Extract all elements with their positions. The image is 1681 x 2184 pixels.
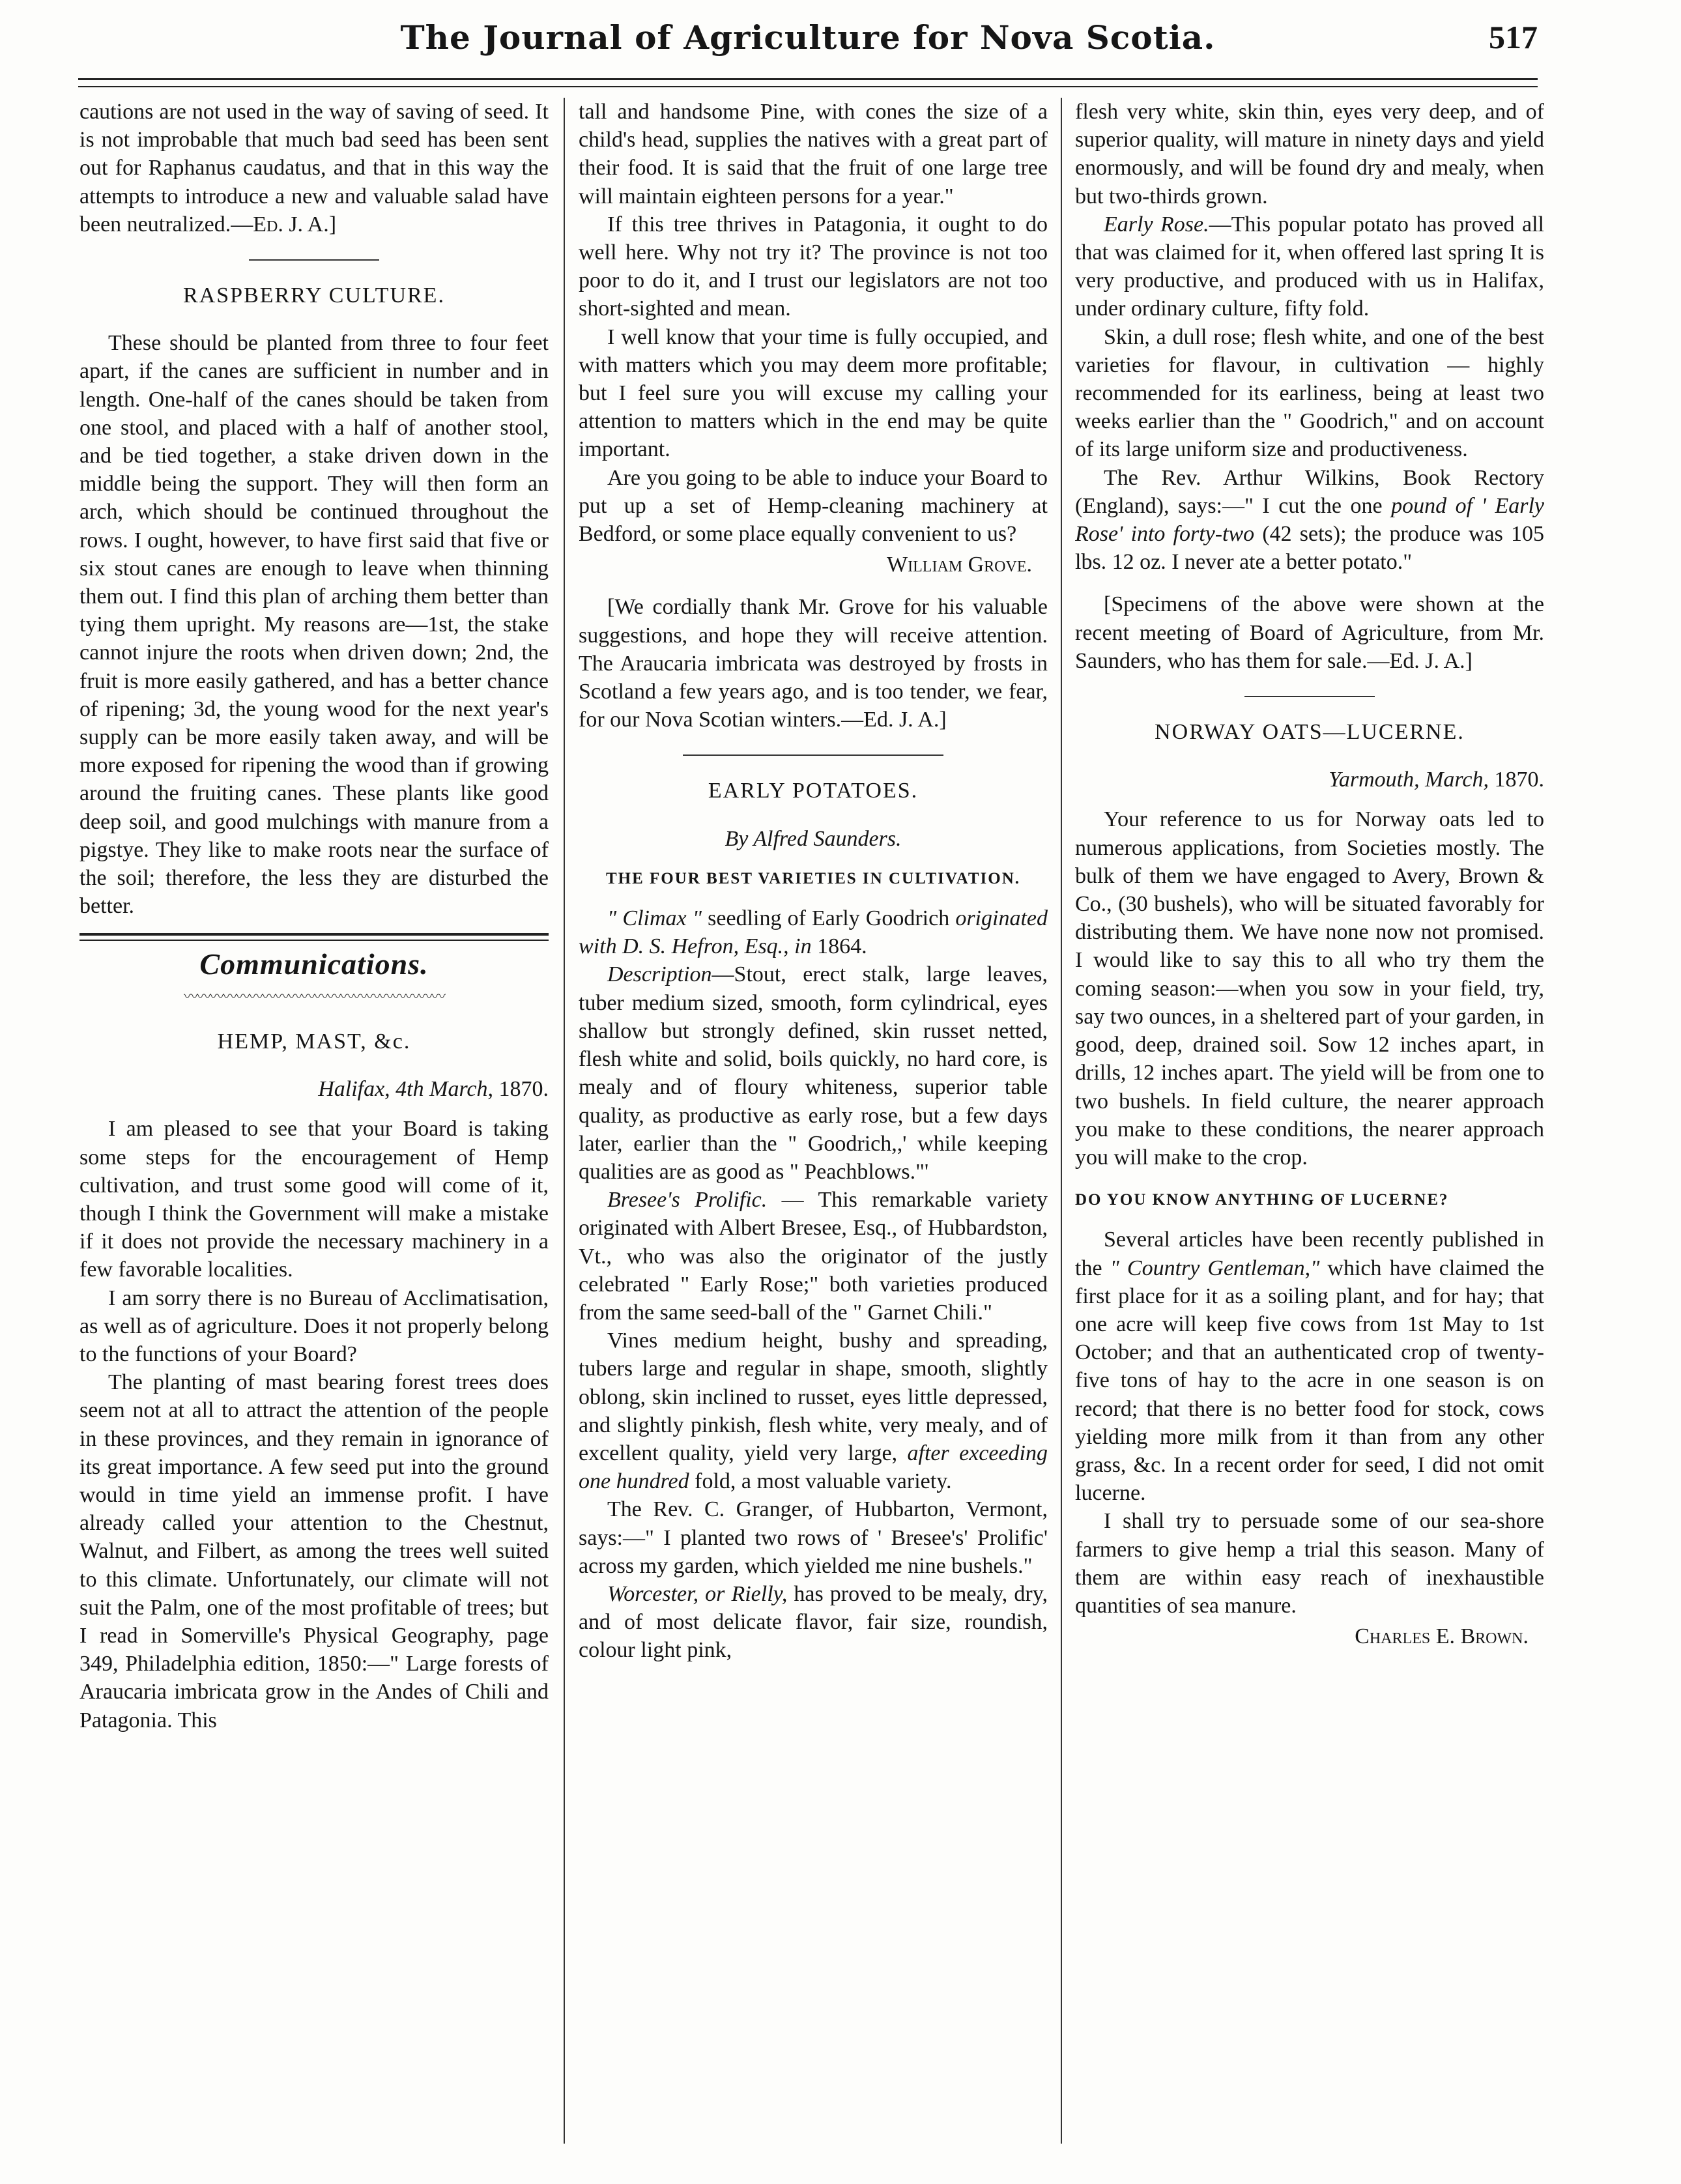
separator-rule — [249, 259, 379, 261]
page-number: 517 — [1489, 19, 1538, 55]
dateline-place: Halifax, 4th March, — [318, 1077, 493, 1102]
paragraph: Your reference to us for Norway oats led to numerous applications, from Societies mostly. The bulk of them we have engaged to Avery, Brown & Co., (30 bushels), who will be situated favorably for distributing them. We have none now not promised. I would like to say this to all who try them the coming season:—when you sow in your field, try, say two ounces, in a sheltered part of your garden, in good, deep, drained soil. Sow 12 inches apart, in drills, 12 inches apart. The yield will be from one to two bushels. In field culture, the nearer approach you make to these conditions, the nearer approach you will make to the crop. — [1075, 807, 1544, 1170]
section-rule — [79, 933, 549, 936]
paragraph: I shall try to persuade some of our sea-shore farmers to give hemp a trial this season. Many of them are within easy reach of inexhaustible quantities of sea manure. — [1075, 1509, 1544, 1618]
section-title: Communications. — [199, 947, 429, 981]
paragraph-text: cautions are not used in the way of saving of seed. It is not improbable that much bad seed has been sent out for Raphanus caudatus, and that in this way the attempts to introduce a new and valuable salad have been neutralized. — [79, 100, 549, 237]
article-heading: HEMP, MAST, &c. — [217, 1029, 411, 1054]
variety-name: Worcester, or Rielly, — [607, 1581, 788, 1606]
paragraph-text: has proved to be mealy, dry, and of most delicate flavor, fair size, roundish, colour light pink, — [579, 1581, 1048, 1663]
paragraph-text: Several articles have been recently published in the — [1075, 1228, 1544, 1280]
paragraph-text: (42 sets); the produce was 105 lbs. 12 oz. I never ate a better potato." — [1075, 522, 1544, 575]
page-header — [78, 13, 1538, 91]
paragraph — [1075, 464, 1544, 577]
column-2 — [579, 98, 1048, 2144]
paragraph — [579, 1580, 1048, 1665]
variety-name: " Climax " — [607, 906, 702, 931]
author-signature: Charles E. Brown. — [1355, 1624, 1529, 1649]
paragraph-text: The Rev. Arthur Wilkins, Book Rectory (England), says:—" I cut the one — [1075, 465, 1544, 518]
paragraph: flesh very white, skin thin, eyes very deep, and of superior quality, will mature in ninety days and yield enormously, and will be found dry and mealy, when but two-thirds grown. — [1075, 100, 1544, 208]
subheading: THE FOUR BEST VARIETIES IN CULTIVATION. — [605, 869, 1021, 887]
separator-rule — [1244, 696, 1375, 697]
column-divider — [1061, 98, 1062, 2144]
byline: By Alfred Saunders. — [725, 826, 902, 851]
paragraph: I am pleased to see that your Board is taking some steps for the encouragement of Hemp cultivation, and trust some good will come of it, though I think the Government will make a mistake if it does not provide the necessary machinery in a few favorable localities. — [79, 1117, 549, 1282]
paragraph: I well know that your time is fully occupied, and with matters which you may deem more profitable; but I feel sure you will excuse my calling your attention to matters which in the end may be quite important. — [579, 324, 1048, 462]
paragraph-italic: originated with D. S. Hefron, Esq., in — [579, 906, 1048, 959]
paragraph-text: —Stout, erect stalk, large leaves, tuber medium sized, smooth, form cylindrical, eyes shallow but strongly defined, skin russet netted, flesh white and solid, boils quickly, no hard core, is mealy and of floury whiteness, superior table quality, as productive as early rose, but a few days later, earlier than the " Goodrich,,' while keeping qualities are as good as " Peachblows."' — [579, 962, 1048, 1184]
section-rule-thin — [79, 940, 549, 941]
author-signature: William Grove. — [887, 553, 1032, 577]
paragraph: Are you going to be able to induce your Board to put up a set of Hemp-cleaning machinery at Bedford, or some place equally convenient to us? — [579, 465, 1048, 547]
editor-note: [Specimens of the above were shown at the recent meeting of Board of Agriculture, from Mr. Saunders, who has them for sale.—Ed. J. A.] — [1075, 592, 1544, 673]
dateline-place: Yarmouth, March, — [1329, 768, 1489, 792]
editor-note: [We cordially thank Mr. Grove for his valuable suggestions, and hope they will receive attention. The Araucaria imbricata was destroyed by frosts in Scotland a few years ago, and is too tender, we fear, for our Nova Scotian winters.—Ed. J. A.] — [579, 595, 1048, 732]
wavy-ornament: 〰〰〰〰〰〰〰〰〰〰〰〰〰〰〰〰〰〰〰〰 — [183, 988, 444, 1005]
header-rule — [78, 78, 1538, 80]
variety-name: Bresee's Prolific. — [607, 1188, 768, 1213]
paragraph: If this tree thrives in Patagonia, it ought to do well here. Why not try it? The province is not too poor to do it, and I trust our legislators are not too short-sighted and mean. — [579, 212, 1048, 321]
paragraph — [579, 904, 1048, 960]
paragraph: These should be planted from three to four feet apart, if the canes are sufficient in number and in length. One-half of the canes should be taken from one stool, and placed with a half of another stool, and be tied together, a stake driven down in the middle being the support. They will then form an arch, which should be continued throughout the rows. I ought, however, to have first said that five or six stout canes are enough to leave when thinning them out. I find this plan of arching them better than tying them upright. My reasons are—1st, the stake cannot injure the roots when driven down; 2nd, the fruit is more easily gathered, and has a better chance of ripening; 3d, the young wood for the next year's supply can be more easily taken away, and will be more exposed for ripening the wood than if growing around the fruiting canes. These plants like good deep soil, and good mulchings with manure from a pigstye. They like to make roots near the surface of the soil; therefore, the less they are disturbed the better. — [79, 331, 549, 919]
article-continuation — [79, 98, 549, 238]
paragraph: Skin, a dull rose; flesh white, and one of the best varieties for flavour, in cultivation — highly recommended for its earliness, being at least two weeks earlier than the " Goodrich," and on account of its large uniform size and productiveness. — [1075, 324, 1544, 462]
paragraph-italic: " Country Gentleman," — [1110, 1256, 1320, 1280]
paragraph — [579, 1186, 1048, 1327]
paragraph — [579, 960, 1048, 1186]
column-3 — [1075, 98, 1544, 2144]
dateline-year: 1870. — [498, 1077, 549, 1102]
article-heading: RASPBERRY CULTURE. — [183, 283, 445, 308]
paragraph — [1075, 1226, 1544, 1507]
variety-name: Early Rose. — [1104, 212, 1209, 237]
paragraph-text: —This popular potato has proved all that was claimed for it, when offered last spring It is very productive, and produced with us in Halifax, under ordinary culture, fifty fold. — [1075, 212, 1544, 321]
article-heading: EARLY POTATOES. — [708, 779, 919, 803]
paragraph-text: Vines medium height, bushy and spreading, tubers large and regular in shape, smooth, slightly oblong, skin inclined to russet, eyes little depressed, and slightly pinkish, flesh white, very mealy, and of excellent quality, yield very large, — [579, 1329, 1048, 1465]
paragraph: The Rev. C. Granger, of Hubbarton, Vermont, says:—" I planted two rows of ' Bresee's' Prolific' across my garden, which yielded me nine bushels." — [579, 1497, 1048, 1578]
paragraph — [1075, 210, 1544, 323]
dateline — [1075, 766, 1544, 794]
editor-signature: —Ed. J. A.] — [231, 212, 337, 237]
dateline — [79, 1075, 549, 1103]
paragraph-text: seedling of Early Goodrich — [702, 906, 956, 931]
dateline-year: 1870. — [1494, 768, 1544, 792]
paragraph-text: 1864. — [811, 934, 867, 959]
paragraph-italic: after exceeding one hundred — [579, 1441, 1048, 1494]
paragraph-text: fold, a most valuable variety. — [689, 1469, 952, 1494]
column-1 — [79, 98, 549, 2144]
paragraph: I am sorry there is no Bureau of Acclimatisation, as well as of agriculture. Does it not properly belong to the functions of your Board? — [79, 1286, 549, 1366]
paragraph-text: — This remarkable variety originated with Albert Bresee, Esq., of Hubbardston, Vt., who was also the originator of the justly celebrated " Early Rose;" both varieties produced from the same seed-ball of the " Garnet Chili." — [579, 1188, 1048, 1325]
column-divider — [564, 98, 565, 2144]
separator-rule — [683, 754, 943, 756]
journal-title: The Journal of Agriculture for Nova Scotia. — [400, 18, 1216, 57]
paragraph-italic: pound of ' Early Rose' into forty-two — [1075, 493, 1544, 547]
header-rule-thin — [78, 86, 1538, 87]
article-heading: NORWAY OATS—LUCERNE. — [1155, 720, 1465, 745]
paragraph — [579, 1327, 1048, 1495]
subheading: DO YOU KNOW ANYTHING OF LUCERNE? — [1075, 1191, 1449, 1209]
paragraph-text: which have claimed the first place for it as a soiling plant, and for hay; that one acre will keep five cows from 1st May to 1st October; and that an authenticated crop of twenty-five tons of hay to the acre in one season is on record; that there is no better food for stock, cows yielding more milk from it than from any other grass, &c. In a recent order for seed, I did not omit lucerne. — [1075, 1256, 1544, 1506]
description-label: Description — [607, 962, 712, 987]
paragraph: The planting of mast bearing forest trees does seem not at all to attract the attention of the people in these provinces, and they remain in ignorance of its great importance. A few seed put into the ground would in time yield an immense profit. I have already called your attention to the Chestnut, Walnut, and Filbert, as among the trees well suited to this climate. Unfortunately, our climate will not suit the Palm, one of the most profitable of trees; but I read in Somerville's Physical Geography, page 349, Philadelphia edition, 1850:—" Large forests of Araucaria imbricata grow in the Andes of Chili and Patagonia. This — [79, 1370, 549, 1732]
paragraph: tall and handsome Pine, with cones the size of a child's head, supplies the natives with a great part of their food. It is said that the fruit of one large tree will maintain eighteen persons for a year." — [579, 100, 1048, 208]
